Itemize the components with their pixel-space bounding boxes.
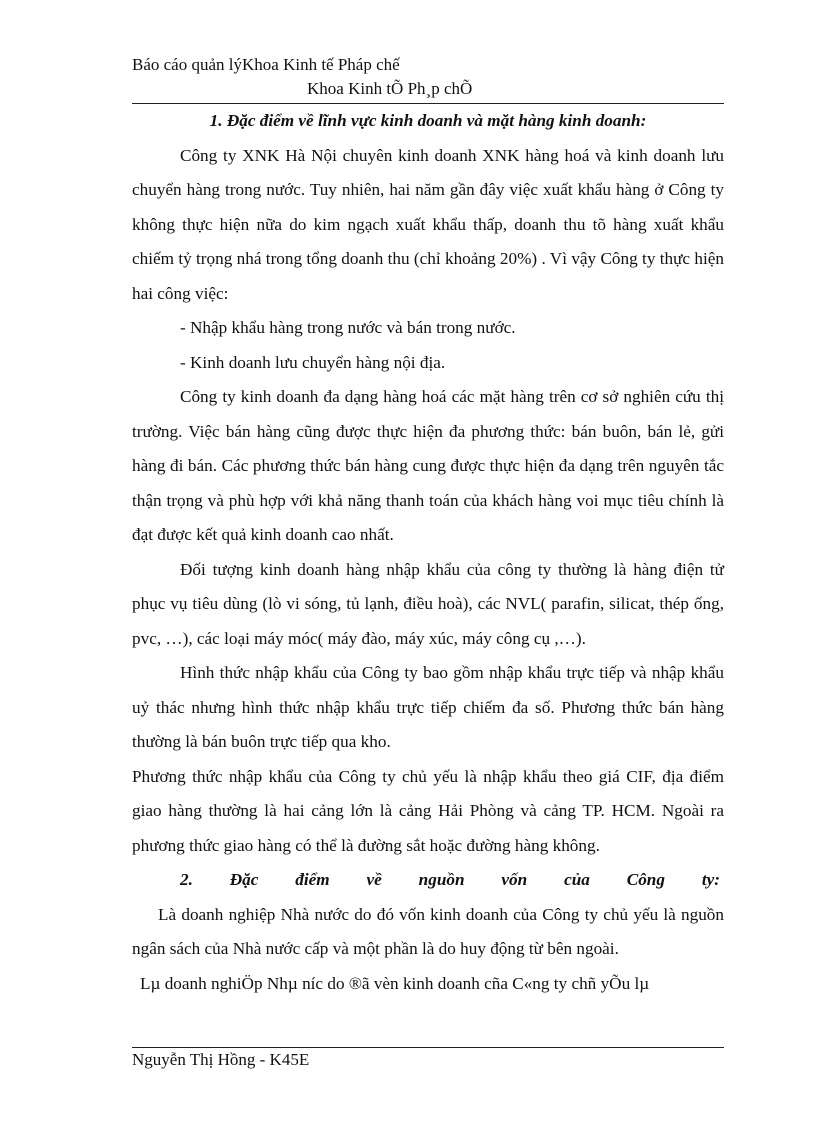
paragraph-import-terms: Phương thức nhập khẩu của Công ty chủ yếu là nhập khẩu theo giá CIF, địa điểm giao hàng thường là hai cảng lớn là cảng Hải Phòng và cảng TP. HCM. Ngoài ra phương thức giao hàng có thể là đường sắt hoặc đường hàng không. [132, 766, 724, 855]
heading2-word: của [564, 870, 590, 889]
heading2-word: Công [626, 870, 665, 889]
heading2-word: nguồn [418, 870, 465, 889]
header-title: Báo cáo quản lýKhoa Kinh tế Pháp chế [132, 55, 400, 74]
paragraph-import-goods: Đối tượng kinh doanh hàng nhập khẩu của công ty thường là hàng điện tử phục vụ tiêu dùng (lò vi sóng, tủ lạnh, điều hoà), các NVL( parafin, silicat, thép ống, pvc, …), các loại máy móc( máy đào, máy xúc, máy công cụ ,…). [132, 559, 724, 648]
bullet-item-domestic: - Kinh doanh lưu chuyển hàng nội địa. [180, 352, 446, 372]
paragraph-import-forms: Hình thức nhập khẩu của Công ty bao gồm nhập khẩu trực tiếp và nhập khẩu uỷ thác nhưng hình thức nhập khẩu trực tiếp chiếm đa số. Phương thức bán hàng thường là bán buôn trực tiếp qua kho. [132, 663, 724, 751]
paragraph-garbled-encoding: Lµ doanh nghiÖp Nhµ níc do ®ã vèn kinh doanh cña C«ng ty chñ yÕu lµ [140, 973, 650, 993]
section-heading-2 [132, 863, 724, 898]
paragraph-sales-methods: Công ty kinh doanh đa dạng hàng hoá các mặt hàng trên cơ sở nghiên cứu thị trường. Việc bán hàng cũng được thực hiện đa phương thức: bán buôn, bán lẻ, gửi hàng đi bán. Các phương thức bán hàng cung được thực hiện đa dạng trên nguyên tắc thận trọng và phù hợp với khả năng thanh toán của khách hàng voi mục tiêu chính là đạt được kết quả kinh doanh cao nhất. [132, 387, 724, 544]
heading2-word: điểm [295, 870, 330, 889]
paragraph-capital-sources: Là doanh nghiệp Nhà nước do đó vốn kinh doanh của Công ty chủ yếu là nguồn ngân sách của Nhà nước cấp và một phần là do huy động từ bên ngoài. [132, 904, 724, 958]
heading2-word: ty: [701, 870, 720, 889]
heading2-word: 2. [180, 870, 193, 889]
document-body [132, 104, 724, 1001]
heading2-word: về [366, 870, 382, 889]
header-subtitle: Khoa Kinh tÕ Ph¸p chÕ [307, 79, 473, 98]
footer-author: Nguyễn Thị Hồng - K45E [132, 1050, 310, 1069]
bullet-item-import: - Nhập khẩu hàng trong nước và bán trong nước. [180, 318, 516, 337]
heading2-word: Đặc [229, 870, 259, 889]
footer-divider [132, 1047, 724, 1048]
section-heading-1: 1. Đặc điểm về lĩnh vực kinh doanh và mặt hàng kinh doanh: [209, 111, 647, 130]
heading2-word: vốn [501, 870, 528, 889]
paragraph-business-overview: Công ty XNK Hà Nội chuyên kinh doanh XNK hàng hoá và kinh doanh lưu chuyển hàng trong nước. Tuy nhiên, hai năm gần đây việc xuất khẩu hàng ở Công ty không thực hiện nữa do kim ngạch xuất khẩu thấp, doanh thu tõ hàng xuất khẩu chiếm tỷ trọng nhá trong tổng doanh thu (chỉ khoảng 20%) . Vì vậy Công ty thực hiện hai công việc: [132, 145, 724, 303]
